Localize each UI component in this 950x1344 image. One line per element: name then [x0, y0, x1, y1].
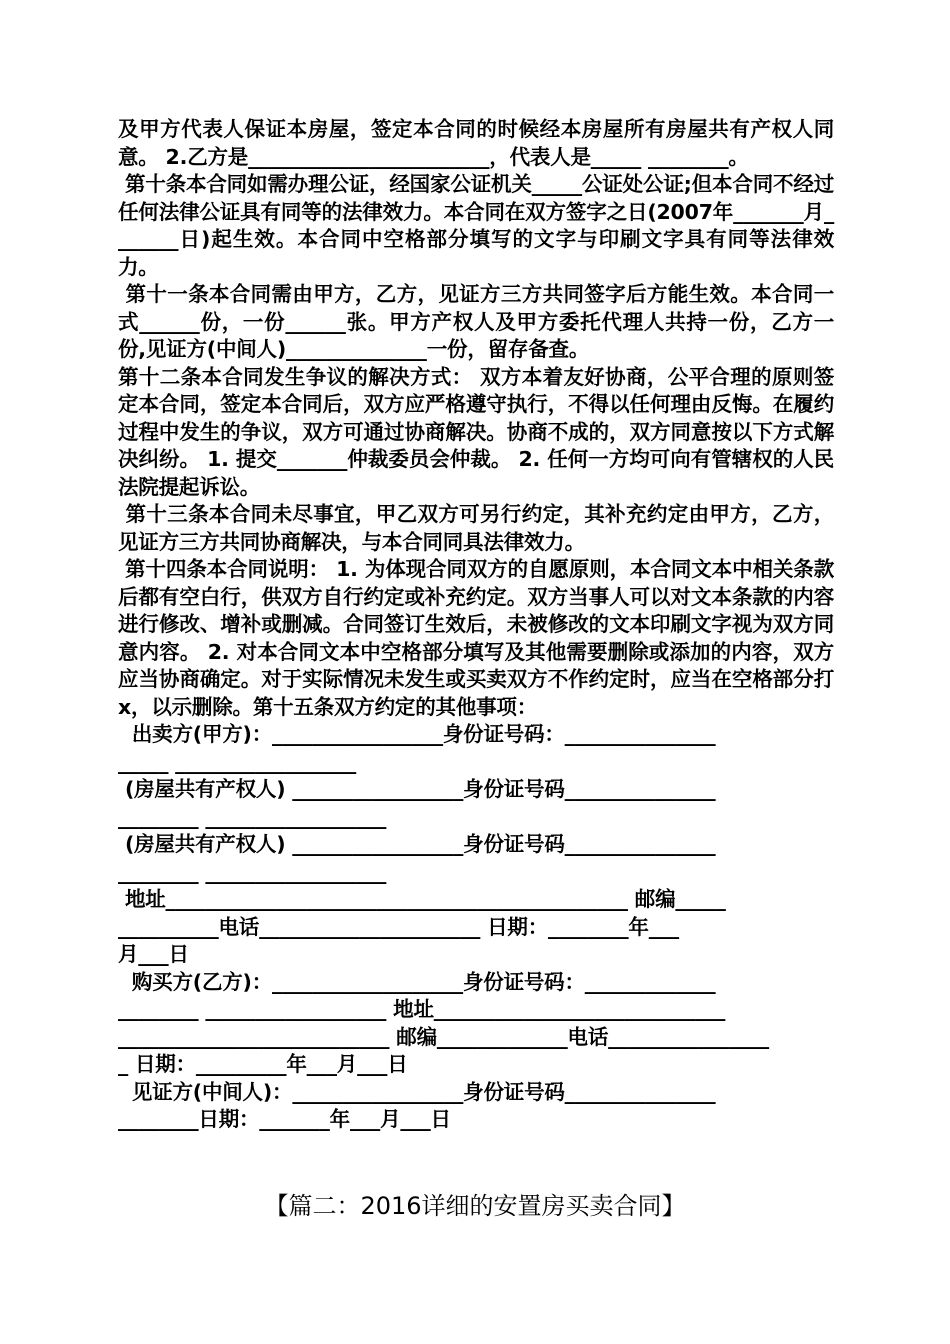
- contract-body-text: 及甲方代表人保证本房屋，签定本合同的时候经本房屋所有房屋共有产权人同意。 2.乙方是________________________，代表人是_____ ________。 第十条本合同如需办理公证，经国家公证机关_____公证处公证;但本合同不经过任何法律公证具有同等的法律效力。本合同在双方签字之日(2007年_______月_______日)起生效。本合同中空格部分填写的文字与印刷文字具有同等法律效力。 第十一条本合同需由甲方，乙方，见证方三方共同签字后方能生效。本合同一式______份，一份______张。甲方产权人及甲方委托代理人共持一份，乙方一份,见证方(中间人)______________一份，留存备查。 第十二条本合同发生争议的解决方式： 双方本着友好协商，公平合理的原则签定本合同，签定本合同后，双方应严格遵守执行，不得以任何理由反悔。在履约过程中发生的争议，双方可通过协商解决。协商不成的，双方同意按以下方式解决纠纷。 1. 提交_______仲裁委员会仲裁。 2. 任何一方均可向有管辖权的人民法院提起诉讼。 第十三条本合同未尽事宜，甲乙双方可另行约定，其补充约定由甲方，乙方，见证方三方共同协商解决，与本合同同具法律效力。 第十四条本合同说明： 1. 为体现合同双方的自愿原则，本合同文本中相关条款后都有空白行，供双方自行约定或补充约定。双方当事人可以对文本条款的内容进行修改、增补或删减。合同签订生效后，未被修改的文本印刷文字视为双方同意内容。 2. 对本合同文本中空格部分填写及其他需要删除或添加的内容，双方应当协商确定。对于实际情况未发生或买卖双方不作约定时，应当在空格部分打 x，以示删除。第十五条双方约定的其他事项： 出卖方(甲方)：_________________身份证号码：_______________ _____ __________________ (房屋共有产权人) _________________身份证号码_______________ ________ __________________ (房屋共有产权人) _________________身份证号码_______________ ________ __________________ 地址______________________________________________ 邮编_____ __________电话______________________ 日期：________年___ 月___日 购买方(乙方)：___________________身份证号码：_____________ ________ __________________ 地址_____________________________ ___________________________ 邮编_____________电话________________ _ 日期：_________年___月___日 见证方(中间人)：_________________身份证号码_______________ ________日期：_______年___月___日: [118, 117, 835, 1131]
- section-title: 【篇二：2016详细的安置房买卖合同】: [264, 1192, 686, 1220]
